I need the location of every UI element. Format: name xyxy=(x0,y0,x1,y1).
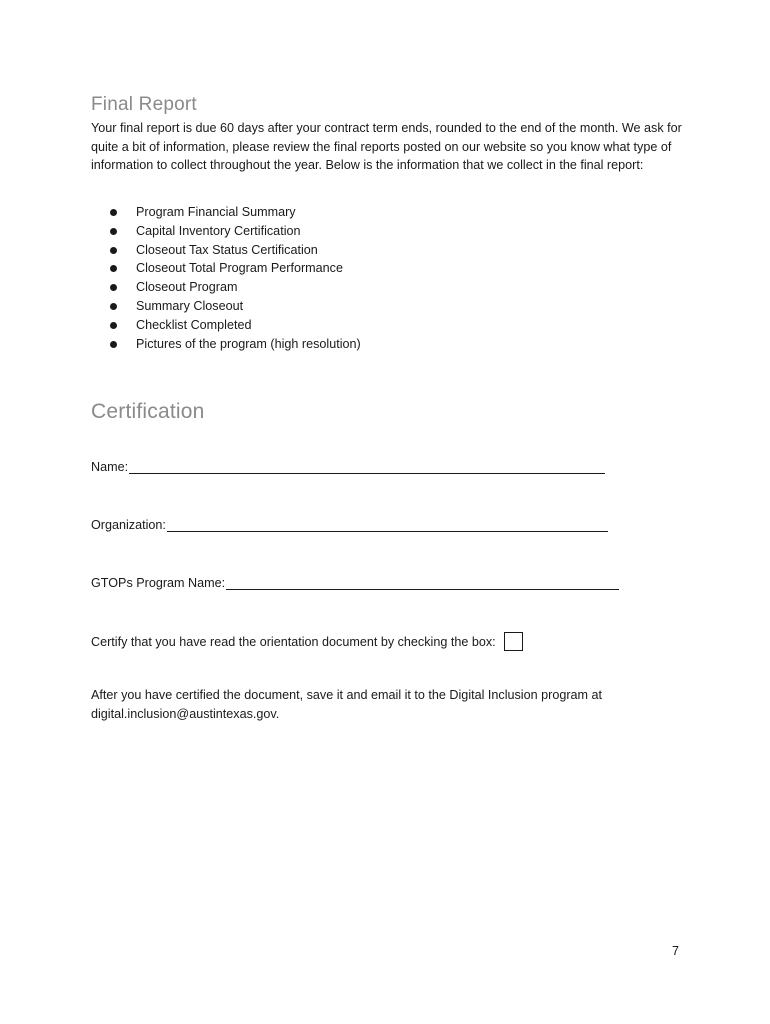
name-label: Name: xyxy=(91,460,129,474)
organization-label: Organization: xyxy=(91,518,166,532)
program-name-field-row xyxy=(91,575,619,590)
list-item xyxy=(110,278,361,297)
bullet-icon xyxy=(110,228,117,235)
organization-field-row xyxy=(91,517,608,532)
list-item xyxy=(110,259,361,278)
organization-field[interactable] xyxy=(167,517,608,532)
list-item xyxy=(110,335,361,354)
list-item xyxy=(110,316,361,335)
page-number: 7 xyxy=(672,944,680,958)
list-item-label: Capital Inventory Certification xyxy=(136,223,301,238)
bullet-icon xyxy=(110,265,117,272)
name-field-row xyxy=(91,459,605,474)
list-item-label: Closeout Total Program Performance xyxy=(136,261,343,276)
name-field[interactable] xyxy=(129,459,605,474)
list-item-label: Closeout Tax Status Certification xyxy=(136,242,318,257)
bullet-icon xyxy=(110,284,117,291)
list-item-label: Closeout Program xyxy=(136,280,238,295)
bullet-icon xyxy=(110,209,117,216)
certify-checkbox[interactable] xyxy=(504,632,523,651)
list-item xyxy=(110,203,361,222)
final-report-items xyxy=(110,203,361,353)
certification-heading: Certification xyxy=(91,400,205,423)
program-name-field[interactable] xyxy=(226,575,619,590)
bullet-icon xyxy=(110,247,117,254)
final-report-intro: Your final report is due 60 days after your contract term ends, rounded to the end of the month. We ask for quite a bit of information, please review the final reports posted on our website so you know what type of information to collect throughout the year. Below is the information that we collect in the final report: xyxy=(91,121,682,173)
certify-row xyxy=(91,632,523,651)
certify-label: Certify that you have read the orientation document by checking the box: xyxy=(91,634,496,649)
list-item xyxy=(110,241,361,260)
bullet-icon xyxy=(110,322,117,329)
program-name-label: GTOPs Program Name: xyxy=(91,576,226,590)
bullet-icon xyxy=(110,303,117,310)
list-item-label: Checklist Completed xyxy=(136,317,252,332)
list-item xyxy=(110,297,361,316)
bullet-icon xyxy=(110,341,117,348)
list-item-label: Program Financial Summary xyxy=(136,205,296,219)
list-item xyxy=(110,222,361,241)
after-certify-text: After you have certified the document, save it and email it to the Digital Inclusion program at digital.inclusion@austintexas.gov. xyxy=(91,688,603,721)
list-item-label: Pictures of the program (high resolution) xyxy=(136,336,361,351)
list-item-label: Summary Closeout xyxy=(136,298,244,313)
final-report-heading: Final Report xyxy=(91,94,197,115)
